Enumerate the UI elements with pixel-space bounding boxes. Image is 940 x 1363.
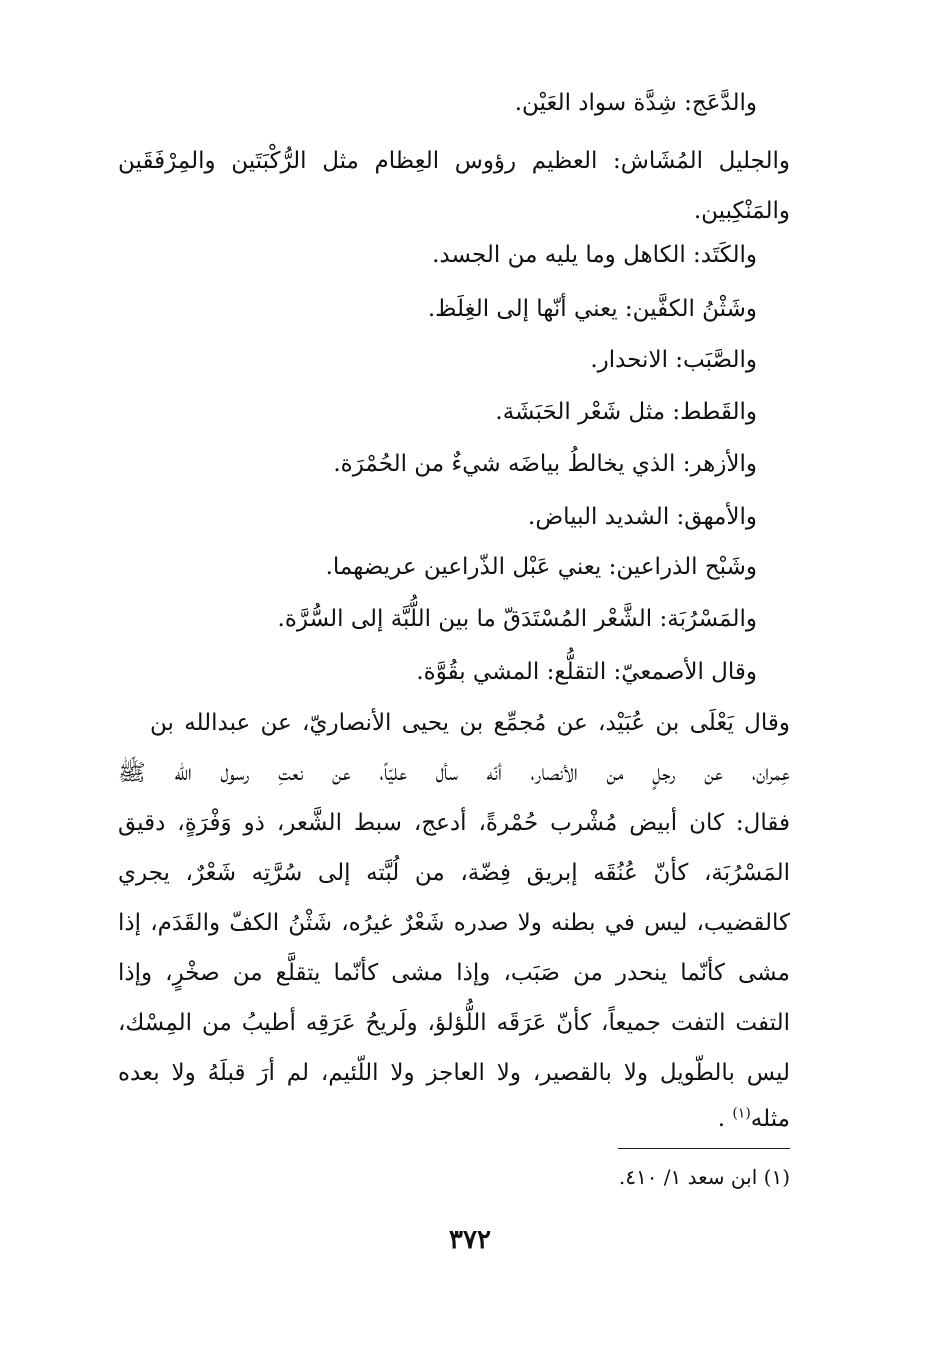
definition-line: والمَسْرُبَة: الشَّعْر المُسْتَدَقّ ما بين اللُّبَّة إلى السُّرَّة. bbox=[277, 606, 757, 632]
footnote: (١) ابن سعد ١/ ٤١٠. bbox=[618, 1165, 790, 1189]
definition-line: والأمهق: الشديد البياض. bbox=[528, 504, 757, 530]
narration-last-line bbox=[718, 1102, 790, 1136]
narration-period: . bbox=[717, 1106, 725, 1132]
definition-line: وشَثْنُ الكفَّين: يعني أنّها إلى الغِلَظ. bbox=[427, 296, 757, 322]
definition-line: وقال الأصمعيّ: التقلُّع: المشي بقُوَّة. bbox=[416, 659, 757, 685]
footnote-separator bbox=[618, 1148, 790, 1149]
definition-line: والكَتَد: الكاهل وما يليه من الجسد. bbox=[432, 242, 757, 268]
narration-line: وقال يَعْلَى بن عُبَيْد، عن مُجمِّع بن يحيى الأنصاريّ، عن عبدالله بن bbox=[150, 710, 790, 736]
narration-line: مشى كأنّما ينحدر من صَبَب، وإذا مشى كأنّما يتقلَّع من صخْرٍ، وإذا bbox=[118, 960, 790, 986]
narration-line: التفت التفت جميعاً، كأنّ عَرَقَه اللُّؤلؤ، ولَريحُ عَرَقِه أطيبُ من المِسْك، bbox=[118, 1010, 790, 1036]
definition-line: وشَبْح الذراعين: يعني عَبْل الذّراعين عريضهما. bbox=[325, 554, 757, 580]
narration-line: فقال: كان أبيض مُشْرب حُمْرةً، أدعج، سبط الشَّعر، ذو وَفْرَةٍ، دقيق bbox=[118, 810, 790, 836]
definition-line: والقَطط: مثل شَعْر الحَبَشَة. bbox=[495, 399, 757, 425]
narration-line: ليس بالطّويل ولا بالقصير، ولا العاجز ولا اللّئيم، لم أرَ قبلَهُ ولا بعده bbox=[118, 1060, 790, 1086]
definition-line: والأزهر: الذي يخالطُ بياضَه شيءٌ من الحُمْرَة. bbox=[333, 451, 757, 477]
page-number: ٣٧٢ bbox=[449, 1225, 491, 1255]
footnote-reference: (١) bbox=[732, 1105, 751, 1122]
narration-line: عِمران، عن رجلٍ من الأنصار، أنّه سأل عليّاً، عن نعتِ رسول الله ﷺ bbox=[118, 760, 790, 786]
definition-line: والجليل المُشَاش: العظيم رؤوس العِظام مثل الرُّكْبَتَين والمِرْفَقَين bbox=[118, 148, 790, 174]
definition-line-continuation: والمَنْكِبين. bbox=[693, 198, 790, 224]
definition-line: والدَّعَج: شِدَّة سواد العَيْن. bbox=[514, 90, 757, 116]
narration-line: كالقضيب، ليس في بطنه ولا صدره شَعْرٌ غيرُه، شَثْنُ الكفّ والقَدَم، إذا bbox=[118, 910, 790, 936]
narration-line: المَسْرُبَة، كأنّ عُنُقَه إبريق فِضّة، من لُبَّته إلى سُرَّتِه شَعْرٌ، يجري bbox=[118, 860, 790, 886]
definition-line: والصَّبَب: الانحدار. bbox=[590, 347, 757, 373]
narration-last-word: مثله bbox=[750, 1106, 790, 1132]
